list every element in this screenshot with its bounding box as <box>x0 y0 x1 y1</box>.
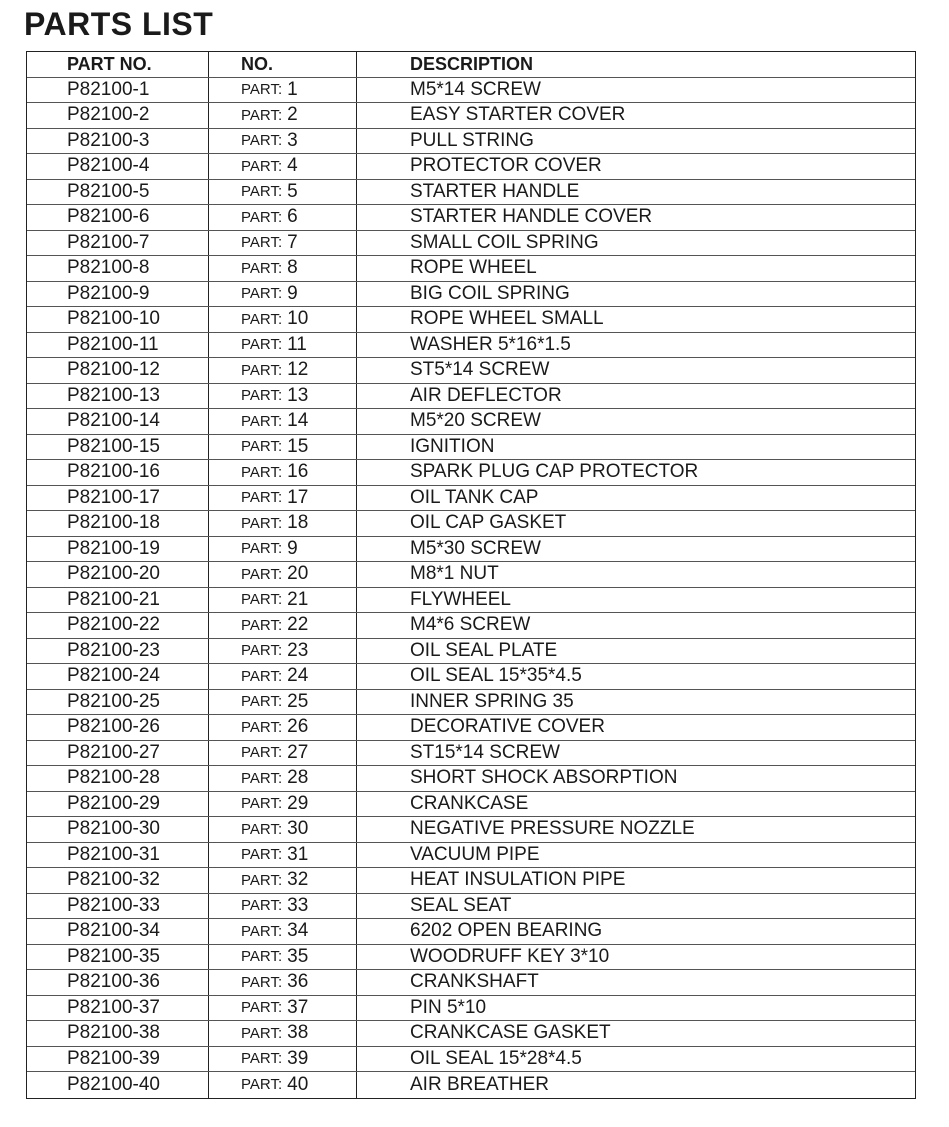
part-prefix-label: PART: <box>241 132 283 150</box>
header-description: DESCRIPTION <box>410 53 534 74</box>
table-row <box>27 1021 915 1047</box>
part-prefix-label: PART: <box>241 1050 283 1068</box>
table-row <box>27 154 915 180</box>
description-cell: IGNITION <box>410 435 495 457</box>
part-index-number: 39 <box>287 1047 309 1069</box>
table-row <box>27 919 915 945</box>
table-row <box>27 690 915 716</box>
part-index-cell <box>209 537 357 562</box>
part-prefix-label: PART: <box>241 565 283 583</box>
description-cell: ROPE WHEEL <box>410 257 537 279</box>
part-prefix-label: PART: <box>241 412 283 430</box>
part-index-number: 11 <box>287 333 307 355</box>
part-index-number: 18 <box>287 512 309 534</box>
description-cell: INNER SPRING 35 <box>410 690 574 712</box>
part-index-cell <box>209 945 357 970</box>
description-cell: M5*14 SCREW <box>410 78 541 100</box>
table-row <box>27 664 915 690</box>
table-row <box>27 333 915 359</box>
part-prefix-label: PART: <box>241 642 283 660</box>
part-index-number: 1 <box>287 78 298 100</box>
part-index-cell <box>209 282 357 307</box>
part-number-cell: P82100-11 <box>27 333 209 358</box>
part-index-cell <box>209 588 357 613</box>
part-index-number: 21 <box>287 588 309 610</box>
table-row <box>27 460 915 486</box>
part-index-number: 15 <box>287 435 309 457</box>
part-index-cell <box>209 129 357 154</box>
description-cell: OIL SEAL 15*28*4.5 <box>410 1047 582 1069</box>
table-row <box>27 792 915 818</box>
table-row <box>27 282 915 308</box>
table-row <box>27 537 915 563</box>
part-index-cell <box>209 256 357 281</box>
part-index-cell <box>209 435 357 460</box>
description-cell: ST5*14 SCREW <box>410 359 550 381</box>
part-index-number: 34 <box>287 920 309 942</box>
table-row <box>27 256 915 282</box>
part-prefix-label: PART: <box>241 591 283 609</box>
part-index-cell <box>209 511 357 536</box>
description-cell: WOODRUFF KEY 3*10 <box>410 945 610 967</box>
part-index-cell <box>209 180 357 205</box>
part-number-cell: P82100-20 <box>27 562 209 587</box>
description-cell: FLYWHEEL <box>410 588 512 610</box>
description-cell: AIR DEFLECTOR <box>410 384 562 406</box>
table-row <box>27 409 915 435</box>
part-number-cell: P82100-12 <box>27 358 209 383</box>
part-index-cell <box>209 1072 357 1098</box>
header-part-no: PART NO. <box>27 52 209 77</box>
part-index-number: 36 <box>287 971 309 993</box>
table-row <box>27 639 915 665</box>
description-cell: M5*30 SCREW <box>410 537 541 559</box>
table-row <box>27 78 915 104</box>
part-number-cell: P82100-5 <box>27 180 209 205</box>
part-index-cell <box>209 639 357 664</box>
part-number-cell: P82100-1 <box>27 78 209 103</box>
description-cell: CRANKCASE GASKET <box>410 1022 611 1044</box>
part-prefix-label: PART: <box>241 106 283 124</box>
part-index-number: 6 <box>287 206 298 228</box>
part-prefix-label: PART: <box>241 208 283 226</box>
description-cell: M4*6 SCREW <box>410 614 531 636</box>
part-number-cell: P82100-22 <box>27 613 209 638</box>
part-index-number: 4 <box>287 155 298 177</box>
part-index-cell <box>209 664 357 689</box>
description-cell: DECORATIVE COVER <box>410 716 605 738</box>
part-prefix-label: PART: <box>241 922 283 940</box>
part-index-number: 40 <box>287 1073 309 1095</box>
description-cell: PROTECTOR COVER <box>410 155 602 177</box>
part-index-number: 31 <box>287 843 309 865</box>
description-cell: SPARK PLUG CAP PROTECTOR <box>410 461 699 483</box>
description-cell: CRANKCASE <box>410 792 529 814</box>
part-number-cell: P82100-38 <box>27 1021 209 1046</box>
description-cell: SHORT SHOCK ABSORPTION <box>410 767 678 789</box>
table-row <box>27 180 915 206</box>
part-prefix-label: PART: <box>241 897 283 915</box>
part-number-cell: P82100-27 <box>27 741 209 766</box>
part-number-cell: P82100-21 <box>27 588 209 613</box>
description-cell: SEAL SEAT <box>410 894 512 916</box>
part-number-cell: P82100-34 <box>27 919 209 944</box>
part-prefix-label: PART: <box>241 540 283 558</box>
table-header <box>27 52 915 78</box>
part-index-number: 16 <box>287 461 309 483</box>
description-cell: OIL SEAL PLATE <box>410 639 558 661</box>
part-prefix-label: PART: <box>241 718 283 736</box>
part-index-number: 7 <box>287 231 298 253</box>
part-number-cell: P82100-26 <box>27 715 209 740</box>
part-index-cell <box>209 1021 357 1046</box>
table-row <box>27 868 915 894</box>
part-number-cell: P82100-39 <box>27 1047 209 1072</box>
part-index-number: 35 <box>287 945 309 967</box>
description-cell: ROPE WHEEL SMALL <box>410 308 604 330</box>
description-cell: SMALL COIL SPRING <box>410 231 599 253</box>
part-index-cell <box>209 333 357 358</box>
part-prefix-label: PART: <box>241 1076 283 1094</box>
part-prefix-label: PART: <box>241 514 283 532</box>
part-number-cell: P82100-31 <box>27 843 209 868</box>
part-index-cell <box>209 792 357 817</box>
part-number-cell: P82100-30 <box>27 817 209 842</box>
part-prefix-label: PART: <box>241 871 283 889</box>
description-cell: HEAT INSULATION PIPE <box>410 869 626 891</box>
part-index-cell <box>209 307 357 332</box>
part-number-cell: P82100-9 <box>27 282 209 307</box>
part-prefix-label: PART: <box>241 1024 283 1042</box>
table-row <box>27 205 915 231</box>
part-number-cell: P82100-28 <box>27 766 209 791</box>
description-cell: VACUUM PIPE <box>410 843 540 865</box>
description-cell: PULL STRING <box>410 129 534 151</box>
description-cell: WASHER 5*16*1.5 <box>410 333 571 355</box>
part-number-cell: P82100-33 <box>27 894 209 919</box>
part-prefix-label: PART: <box>241 259 283 277</box>
description-cell: OIL CAP GASKET <box>410 512 567 534</box>
table-row <box>27 562 915 588</box>
table-row <box>27 945 915 971</box>
description-cell: EASY STARTER COVER <box>410 104 626 126</box>
table-row <box>27 231 915 257</box>
part-index-number: 10 <box>287 308 309 330</box>
part-index-number: 12 <box>287 359 309 381</box>
part-index-cell <box>209 103 357 128</box>
part-prefix-label: PART: <box>241 234 283 252</box>
part-index-cell <box>209 741 357 766</box>
part-prefix-label: PART: <box>241 157 283 175</box>
description-cell: CRANKSHAFT <box>410 971 539 993</box>
part-index-number: 26 <box>287 716 309 738</box>
table-row <box>27 358 915 384</box>
part-index-cell <box>209 766 357 791</box>
part-number-cell: P82100-24 <box>27 664 209 689</box>
part-index-number: 13 <box>287 384 309 406</box>
part-number-cell: P82100-15 <box>27 435 209 460</box>
table-row <box>27 511 915 537</box>
part-index-number: 3 <box>287 129 298 151</box>
part-index-number: 5 <box>287 180 298 202</box>
part-index-number: 2 <box>287 104 298 126</box>
part-index-cell <box>209 205 357 230</box>
part-prefix-label: PART: <box>241 948 283 966</box>
part-number-cell: P82100-19 <box>27 537 209 562</box>
part-number-cell: P82100-6 <box>27 205 209 230</box>
part-number-cell: P82100-10 <box>27 307 209 332</box>
table-row <box>27 817 915 843</box>
part-prefix-label: PART: <box>241 81 283 99</box>
part-prefix-label: PART: <box>241 310 283 328</box>
part-index-cell <box>209 970 357 995</box>
part-index-cell <box>209 1047 357 1072</box>
part-number-cell: P82100-13 <box>27 384 209 409</box>
part-prefix-label: PART: <box>241 489 283 507</box>
description-cell: PIN 5*10 <box>410 996 487 1018</box>
part-index-number: 22 <box>287 614 309 636</box>
part-number-cell: P82100-25 <box>27 690 209 715</box>
part-prefix-label: PART: <box>241 999 283 1017</box>
table-row <box>27 970 915 996</box>
part-index-cell <box>209 231 357 256</box>
part-index-cell <box>209 817 357 842</box>
table-row <box>27 1047 915 1073</box>
table-row <box>27 715 915 741</box>
description-cell: M8*1 NUT <box>410 563 499 585</box>
part-prefix-label: PART: <box>241 744 283 762</box>
header-no: NO. <box>209 52 357 77</box>
part-index-cell <box>209 919 357 944</box>
part-prefix-label: PART: <box>241 463 283 481</box>
part-prefix-label: PART: <box>241 846 283 864</box>
table-row <box>27 103 915 129</box>
part-index-number: 37 <box>287 996 309 1018</box>
part-prefix-label: PART: <box>241 795 283 813</box>
part-number-cell: P82100-2 <box>27 103 209 128</box>
part-prefix-label: PART: <box>241 387 283 405</box>
part-index-cell <box>209 486 357 511</box>
part-number-cell: P82100-4 <box>27 154 209 179</box>
part-index-cell <box>209 460 357 485</box>
part-index-cell <box>209 613 357 638</box>
part-index-cell <box>209 562 357 587</box>
page-title: PARTS LIST <box>24 6 214 42</box>
part-number-cell: P82100-18 <box>27 511 209 536</box>
part-index-number: 25 <box>287 690 309 712</box>
part-index-cell <box>209 690 357 715</box>
table-row <box>27 613 915 639</box>
table-row <box>27 766 915 792</box>
description-cell: OIL TANK CAP <box>410 486 539 508</box>
part-number-cell: P82100-17 <box>27 486 209 511</box>
description-cell: M5*20 SCREW <box>410 410 541 432</box>
part-index-number: 23 <box>287 639 309 661</box>
part-index-cell <box>209 409 357 434</box>
part-number-cell: P82100-35 <box>27 945 209 970</box>
table-row <box>27 894 915 920</box>
part-index-cell <box>209 78 357 103</box>
part-index-cell <box>209 358 357 383</box>
part-number-cell: P82100-29 <box>27 792 209 817</box>
part-index-number: 8 <box>287 257 298 279</box>
part-prefix-label: PART: <box>241 285 283 303</box>
table-row <box>27 843 915 869</box>
table-row <box>27 1072 915 1098</box>
description-cell: STARTER HANDLE <box>410 180 580 202</box>
table-row <box>27 486 915 512</box>
part-index-number: 9 <box>287 282 298 304</box>
table-row <box>27 307 915 333</box>
part-index-cell <box>209 894 357 919</box>
part-number-cell: P82100-16 <box>27 460 209 485</box>
table-row <box>27 129 915 155</box>
part-number-cell: P82100-40 <box>27 1072 209 1098</box>
description-cell: BIG COIL SPRING <box>410 282 570 304</box>
part-prefix-label: PART: <box>241 438 283 456</box>
part-prefix-label: PART: <box>241 336 283 354</box>
table-row <box>27 384 915 410</box>
table-row <box>27 996 915 1022</box>
part-index-number: 14 <box>287 410 309 432</box>
parts-table <box>26 51 916 1099</box>
part-index-number: 9 <box>287 537 298 559</box>
part-index-number: 29 <box>287 792 309 814</box>
part-prefix-label: PART: <box>241 820 283 838</box>
description-cell: ST15*14 SCREW <box>410 741 560 763</box>
part-index-number: 17 <box>287 486 309 508</box>
part-prefix-label: PART: <box>241 769 283 787</box>
part-index-cell <box>209 384 357 409</box>
part-number-cell: P82100-8 <box>27 256 209 281</box>
part-index-number: 27 <box>287 741 309 763</box>
part-index-number: 30 <box>287 818 309 840</box>
part-number-cell: P82100-36 <box>27 970 209 995</box>
part-number-cell: P82100-7 <box>27 231 209 256</box>
description-cell: OIL SEAL 15*35*4.5 <box>410 665 582 687</box>
part-prefix-label: PART: <box>241 361 283 379</box>
part-index-number: 24 <box>287 665 309 687</box>
part-index-cell <box>209 154 357 179</box>
part-index-number: 20 <box>287 563 309 585</box>
description-cell: AIR BREATHER <box>410 1073 550 1095</box>
table-row <box>27 588 915 614</box>
description-cell: NEGATIVE PRESSURE NOZZLE <box>410 818 695 840</box>
description-cell: 6202 OPEN BEARING <box>410 920 603 942</box>
part-number-cell: P82100-23 <box>27 639 209 664</box>
part-prefix-label: PART: <box>241 183 283 201</box>
part-prefix-label: PART: <box>241 616 283 634</box>
part-number-cell: P82100-3 <box>27 129 209 154</box>
part-index-cell <box>209 996 357 1021</box>
part-index-cell <box>209 715 357 740</box>
table-body <box>27 78 915 1098</box>
part-prefix-label: PART: <box>241 667 283 685</box>
description-cell: STARTER HANDLE COVER <box>410 206 653 228</box>
part-index-number: 32 <box>287 869 309 891</box>
part-index-number: 38 <box>287 1022 309 1044</box>
part-prefix-label: PART: <box>241 693 283 711</box>
part-prefix-label: PART: <box>241 973 283 991</box>
part-index-number: 33 <box>287 894 309 916</box>
part-number-cell: P82100-14 <box>27 409 209 434</box>
part-number-cell: P82100-37 <box>27 996 209 1021</box>
part-index-number: 28 <box>287 767 309 789</box>
part-index-cell <box>209 843 357 868</box>
table-row <box>27 741 915 767</box>
part-number-cell: P82100-32 <box>27 868 209 893</box>
part-index-cell <box>209 868 357 893</box>
table-row <box>27 435 915 461</box>
